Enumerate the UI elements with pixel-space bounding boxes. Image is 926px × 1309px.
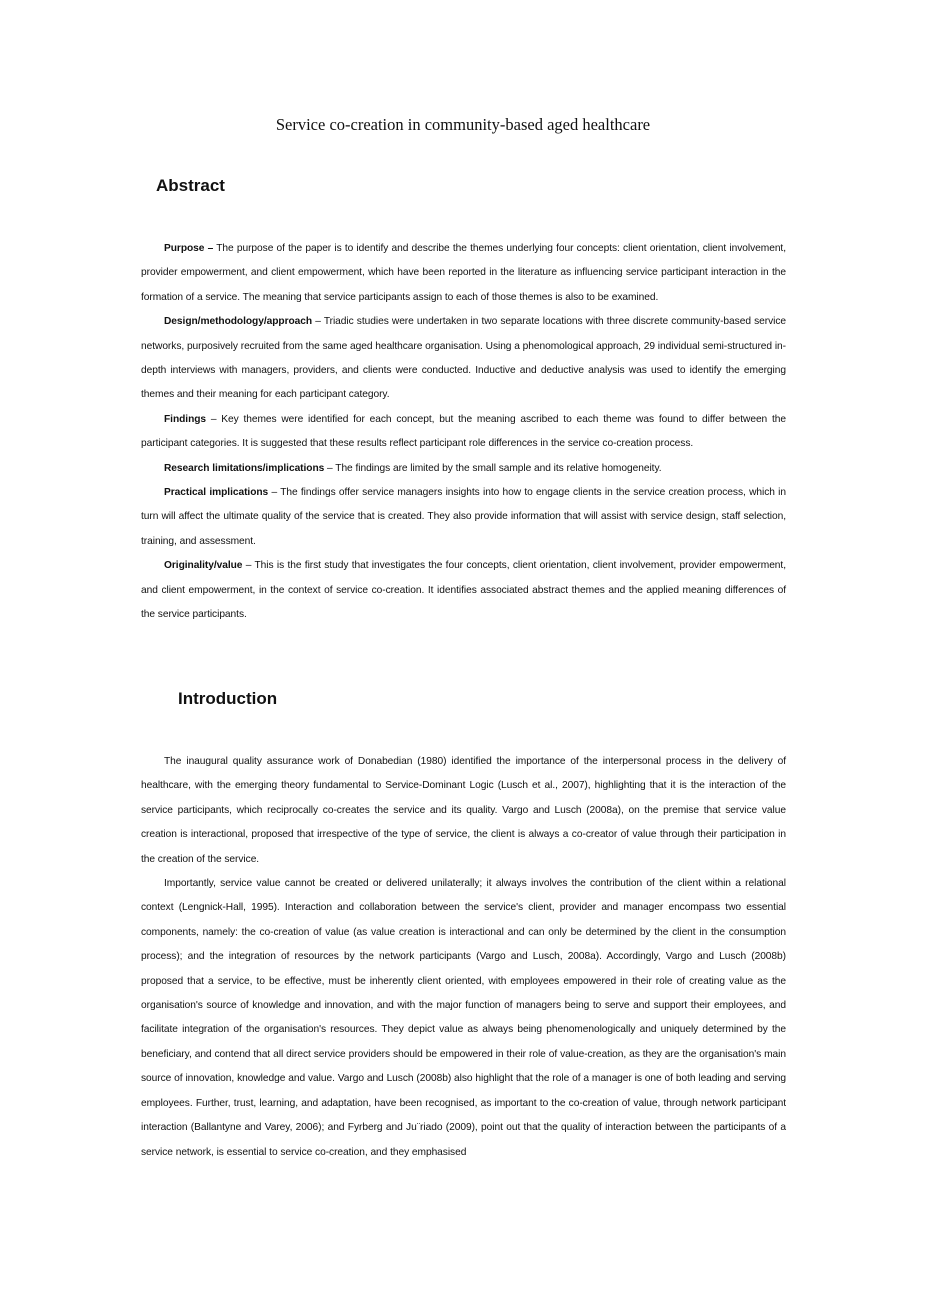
abstract-design bbox=[141, 310, 786, 408]
abstract-text: The purpose of the paper is to identify and describe the themes underlying four concepts: client orientation, client involvement, provider empowerment, and client empowerment, which have been reported in the literature as influencing service participant interaction in the formation of a service. The meaning that service participants assign to each of those themes is also to be examined. bbox=[141, 243, 786, 303]
abstract-text: – Key themes were identified for each concept, but the meaning ascribed to each theme was found to differ between the participant categories. It is suggested that these results reflect participant role differences in the service co-creation process. bbox=[141, 413, 786, 450]
abstract-body bbox=[141, 237, 786, 628]
introduction-paragraph: The inaugural quality assurance work of Donabedian (1980) identified the importance of the interpersonal process in the delivery of healthcare, with the emerging theory fundamental to Service-Dominant Logic (Lusch et al., 2007), highlighting that it is the interaction of the service participants, which reciprocally co-creates the service and its quality. Vargo and Lusch (2008a), on the premise that service value creation is interactional, proposed that irrespective of the type of service, the client is always a co-creator of value through their participation in the creation of the service. bbox=[141, 756, 786, 865]
abstract-purpose bbox=[141, 237, 786, 310]
introduction-heading: Introduction bbox=[178, 689, 278, 708]
abstract-label: Findings bbox=[164, 413, 207, 425]
abstract-heading: Abstract bbox=[156, 176, 225, 195]
abstract-limitations bbox=[141, 457, 786, 481]
abstract-label: Practical implications bbox=[164, 487, 269, 499]
introduction-paragraph: Importantly, service value cannot be created or delivered unilaterally; it always involves the contribution of the client within a relational context (Lengnick-Hall, 1995). Interaction and collaboration between the service's client, provider and manager encompass two essential components, namely: the co-creation of value (as value creation is interactional and can only be determined by the client in the consumption process); and the integration of resources by the network participants (Vargo and Lusch, 2008a). Accordingly, Vargo and Lusch (2008b) proposed that a service, to be effective, must be inherently client oriented, with employees empowered in their role of creating value as the organisation's source of knowledge and innovation, and with the major function of managers being to serve and support their employees, and facilitate integration of the organisation's resources. They depict value as always being phenomenologically and uniquely determined by the beneficiary, and contend that all direct service providers should be empowered in their role of value-creation, as they are the organisation's main source of innovation, knowledge and value. Vargo and Lusch (2008b) also highlight that the role of a manager is one of both leading and serving employees. Further, trust, learning, and adaptation, have been recognised, as important to the co-creation of value, through network participant interaction (Ballantyne and Varey, 2006); and Fyrberg and Ju¨riado (2009), point out that the quality of interaction between the participants of a service network, is essential to service co-creation, and they emphasised bbox=[141, 878, 786, 1158]
introduction-body bbox=[141, 750, 786, 1165]
abstract-originality bbox=[141, 554, 786, 627]
abstract-label: Originality/value bbox=[164, 560, 243, 572]
abstract-label: Design/methodology/approach bbox=[164, 316, 313, 328]
abstract-practical bbox=[141, 481, 786, 554]
document-title: Service co-creation in community-based aged healthcare bbox=[275, 115, 651, 134]
abstract-label: Purpose – bbox=[164, 243, 214, 254]
abstract-text: – The findings offer service managers insights into how to engage clients in the service creation process, which in turn will affect the ultimate quality of the service that is created. They also provide information that will assist with service design, staff selection, training, and assessment. bbox=[141, 487, 786, 547]
abstract-text: – Triadic studies were undertaken in two separate locations with three discrete community-based service networks, purposively recruited from the same aged healthcare organisation. Using a phenomological approach, 29 individual semi-structured in-depth interviews with managers, providers, and clients were conducted. Inductive and deductive analysis was used to identify the emerging themes and their meaning for each participant category. bbox=[141, 316, 786, 401]
abstract-text: – The findings are limited by the small sample and its relative homogeneity. bbox=[324, 462, 662, 474]
abstract-findings bbox=[141, 408, 786, 457]
abstract-label: Research limitations/implications bbox=[164, 462, 325, 474]
abstract-text: – This is the first study that investigates the four concepts, client orientation, client involvement, provider empowerment, and client empowerment, in the context of service co-creation. It identifies associated abstract themes and the applied meaning differences of the service participants. bbox=[141, 560, 786, 621]
